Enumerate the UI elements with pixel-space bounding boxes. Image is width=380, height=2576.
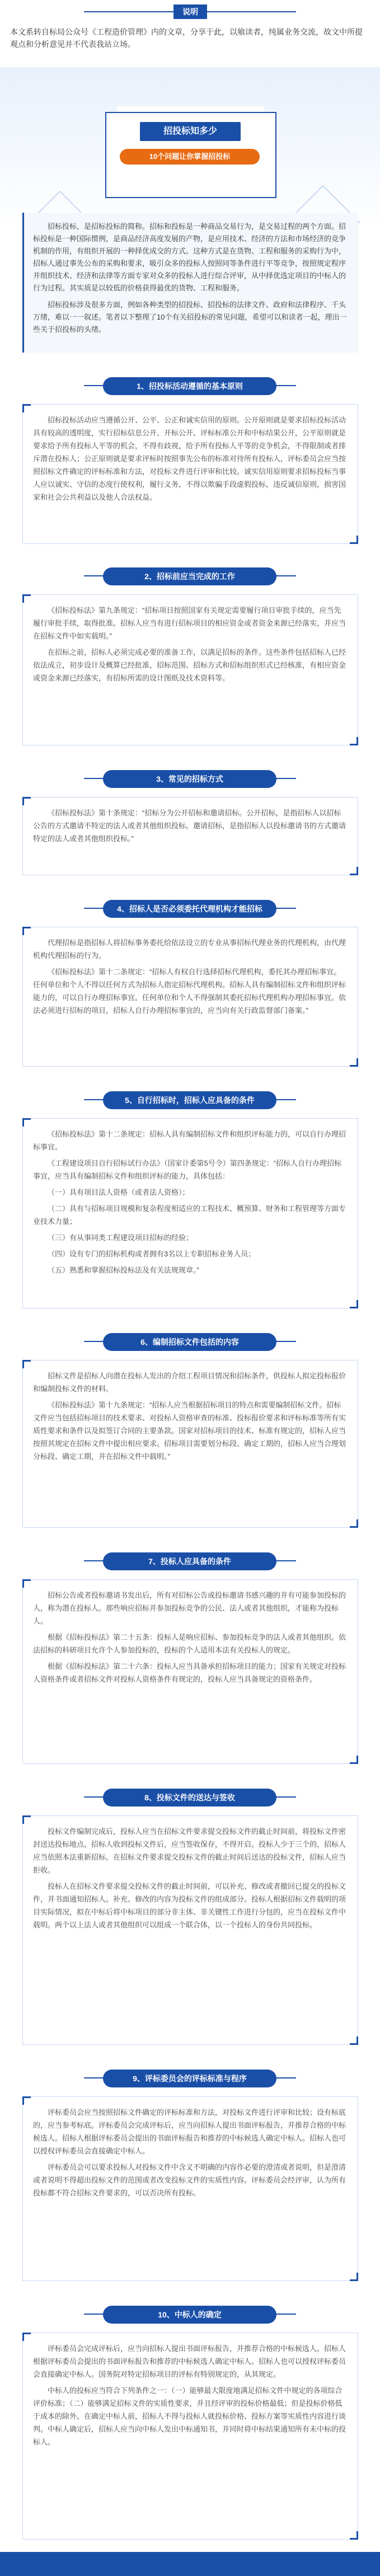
section-paragraph: 中标人的投标应当符合下列条件之一：（一）能够最大限度地满足招标文件中规定的各项综合评价标准；（二）能够满足招标文件的实质性要求，并且经评审的投标价格最低；但是投标价格低于成本的除外。在确定中标人前，招标人不得与投标人就投标价格、投标方案等实质性内容进行谈判。中标人确定后，招标人应当向中标人发出中标通知书，并同时将中标结果通知所有未中标的投标人。 [33,2386,346,2446]
section-paragraph: 《招标投标法》第十二条规定：招标人具有编制招标文件和组织评标能力的，可以自行办理招标事宜。 [33,1130,346,1151]
section-paragraph: （二）具有与招标项目规模和复杂程度相适应的工程技术、概预算、财务和工程管理等方面专业技术力量； [33,1204,346,1226]
section-paragraph: 投标人在招标文件要求提交投标文件的截止时间前，可以补充、修改或者撤回已提交的投标文件，并书面通知招标人。补充、修改的内容为投标文件的组成部分。投标人根据招标文件载明的项目实际情况，拟在中标后将中标项目的部分非主体、非关键性工作进行分包的，应当在投标文件中载明。两个以上法人或者其他组织可以组成一个联合体，以一个投标人的身份共同投标。 [33,1882,346,1929]
section-body-9 [22,2096,358,2281]
section-title: 9、评标委员会的评标标准与程序 [103,2070,276,2087]
section-paragraph: （四）设有专门的招标机构或者拥有3名以上专职招标业务人员； [48,1250,256,1258]
section-paragraph: 《招标投标法》第十条规定：“招标分为公开招标和邀请招标。公开招标，是指招标人以招标公告的方式邀请不特定的法人或者其他组织投标。邀请招标，是指招标人以投标邀请书的方式邀请特定的法人或者其他组织投标。” [33,809,346,843]
section-body-3 [22,797,358,875]
section-paragraph: 招标投标活动应当遵循公开、公平、公正和诚实信用的原则。公开原则就是要求招标投标活动具有较高的透明度，实行招标信息公开、开标公开、评标标准公开和中标结果公开，公平原则就是要求给予所有投标人平等的机会，不得有歧视，给予所有投标人平等的竞争机会，不得限制或者排斥潜在投标人；公正原则就是要求评标时按照事先公布的标准对待所有投标人，评标委员会应当按照招标文件确定的评标标准和方法，对投标文件进行评审和比较。诚实信用原则要求招标投标当事人应以诚实、守信的态度行使权利，履行义务，不得以欺骗手段虚假投标，违反诚信原则，损害国家和社会公共利益以及他人合法权益。 [33,416,346,501]
section-paragraph: 《招标投标法》第九条规定：“招标项目按照国家有关规定需要履行项目审批手续的，应当先履行审批手续，取得批准。招标人应当有进行招标项目的相应资金或者资金来源已经落实，并应当在招标文件中如实载明。” [33,606,346,640]
section-header-4 [0,898,380,920]
section-title: 4、招标人是否必须委托代理机构才能招标 [103,900,276,918]
section-paragraph: 《招标投标法》第十九条规定：“招标人应当根据招标项目的特点和需要编制招标文件。招标文件应当包括招标项目的技术要求、对投标人资格审查的标准、投标报价要求和评标标准等所有实质性要求和条件以及拟签订合同的主要条款。国家对招标项目的技术、标准有规定的，招标人应当按照其规定在招标文件中提出相应要求。招标项目需要划分标段、确定工期的，招标人应当合理划分标段、确定工期，并在招标文件中载明。” [33,1401,346,1461]
footer-bar [0,2552,380,2576]
hero-subtitle: 10个问题让你掌握招投标 [120,149,260,165]
section-header-3 [0,768,380,790]
section-paragraph: （五）熟悉和掌握招标投标法及有关法规规章。” [48,1266,199,1274]
section-header-2 [0,565,380,588]
section-body-7 [22,1579,358,1764]
section-paragraph: 根据《招标投标法》第二十六条：投标人应当具备承担招标项目的能力；国家有关规定对投标人资格条件或者招标文件对投标人资格条件有规定的，投标人应当具备规定的资格条件。 [33,1662,346,1683]
intro-block [22,213,358,353]
section-paragraph: 根据《招标投标法》第二十五条：投标人是响应招标、参加投标竞争的法人或者其他组织。依法招标的科研项目允许个人参加投标的，投标的个人适用本法有关投标人的规定。 [33,1633,346,1654]
section-title: 5、自行招标时，招标人应具备的条件 [103,1091,276,1109]
section-body-1 [22,404,358,544]
section-title: 1、招投标活动遵循的基本原则 [103,377,276,395]
notice-header [0,0,380,24]
section-paragraph: 在招标之前，招标人必须完成必要的准备工作，以满足招标的条件。这些条件包括招标人已经依法成立，初步设计及概算已经批准，招标范围、招标方式和招标组织形式已经核准，有相应资金或资金来源已经落实，有招标所需的设计图纸及技术资料等。 [33,648,346,682]
section-paragraph: 代理招标是指招标人将招标事务委托给依法设立的专业从事招标代理业务的代理机构，由代理机构代理招标的行为。 [33,939,346,960]
section-header-9 [0,2067,380,2090]
section-title: 6、编制招标文件包括的内容 [103,1333,276,1351]
section-header-6 [0,1331,380,1353]
section-title: 10、中标人的确定 [103,2306,276,2324]
section-paragraph: 投标文件编制完成后，投标人应当在招标文件要求提交投标文件的截止时间前，将投标文件密封送达投标地点。招标人收到投标文件后，应当签收保存，不得开启。投标人少于三个的，招标人应当依照本法重新招标。在招标文件要求提交投标文件的截止时间后送达的投标文件，招标人应当拒收。 [33,1827,346,1874]
section-title: 7、投标人应具备的条件 [103,1552,276,1570]
section-header-1 [0,375,380,397]
section-paragraph: 《招标投标法》第十二条规定：“招标人有权自行选择招标代理机构，委托其办理招标事宜。任何单位和个人不得以任何方式为招标人指定招标代理机构。招标人具有编制招标文件和组织评标能力的，可以自行办理招标事宜。任何单位和个人不得强制其委托招标代理机构办理招标事宜。依法必须进行招标的项目，招标人自行办理招标事宜的，应当向有关行政监督部门备案。” [33,968,346,1015]
notice-badge: 说明 [173,4,207,19]
section-paragraph: （三）有从事同类工程建设项目招标的经验； [48,1233,194,1242]
section-paragraph: 评标委员会可以要求投标人对投标文件中含义不明确的内容作必要的澄清或者说明，但是澄清或者说明不得超出投标文件的范围或者改变投标文件的实质性内容。评标委员会经评审，认为所有投标都不符合招标文件要求的，可以否决所有投标。 [33,2163,346,2197]
intro-paragraph: 招标投标涉及很多方面，例如各种类型的招投标、招投标的法律文件、政府和法律程序、千头万绪，难以一一叙述。笔者以下整理了10个有关招投标的常见问题，希望可以和读者一起，理出一些关于招投标的头绪。 [33,301,347,334]
intro-paragraph: 招标投标，是招标投标的简称。招标和投标是一种商品交易行为，是交易过程的两个方面。招标投标是一种国际惯例，是商品经济高度发展的产物，是应用技术、经济的方法和市场经济的竞争机制的作用，有组织开展的一种择优成交的方式。这种方式是在货物、工程和服务的采购行为中，招标人通过事先公布的采购和要求，吸引众多的投标人按照同等条件进行平等竞争，按照规定程序并组织技术、经济和法律等方面专家对众多的投标人进行综合评审，从中择优选定项目的中标人的行为过程。其实质是以较低的价格获得最优的货物、工程和服务。 [33,222,346,292]
section-title: 8、投标文件的送达与签收 [103,1789,276,1807]
hero-title: 招投标知多少 [140,122,241,141]
section-body-10 [22,2333,358,2540]
section-body-4 [22,927,358,1067]
section-header-5 [0,1089,380,1111]
section-body-5 [22,1118,358,1308]
section-paragraph: 《工程建设项目自行招标试行办法》（国家计委第5号令）第四条规定：“招标人自行办理招标事宜，应当具有编制招标文件和组织评标的能力，具体包括： [33,1159,342,1180]
section-paragraph: 评标委员会完成评标后，应当向招标人提出书面评标报告，并推荐合格的中标候选人。招标人根据评标委员会提出的书面评标报告和推荐的中标候选人确定中标人。招标人也可以授权评标委员会直接确定中标人。国务院对特定招标项目的评标有特别规定的，从其规定。 [33,2344,346,2378]
section-paragraph: （一）具有项目法人资格（或者法人资格）； [48,1188,190,1196]
section-paragraph: 招标文件是招标人向潜在投标人发出的介绍工程项目情况和招标条件，供投标人拟定投标报价和编制投标文件的材料。 [33,1372,346,1393]
section-body-2 [22,594,358,745]
notice-text: 本文系转自标局公众号《工程造价管理》内的文章，分享于此，以飨读者，纯属业务交流，故文中所提观点和分析意见并不代表我站立场。 [10,27,363,49]
section-body-6 [22,1360,358,1528]
section-body-8 [22,1815,358,2045]
section-title: 2、招标前应当完成的工作 [103,567,276,585]
section-header-8 [0,1786,380,1809]
section-header-10 [0,2303,380,2326]
section-header-7 [0,1550,380,1573]
section-title: 3、常见的招标方式 [103,770,276,788]
section-paragraph: 招标公告或者投标邀请书发出后，所有对招标公告或投标邀请书感兴趣的并有可能参加投标的人，称为潜在投标人。那些响应招标并参加投标竞争的公民、法人或者其他组织，才能称为投标人。 [33,1591,346,1625]
section-paragraph: 评标委员会应当按照招标文件确定的评标标准和方法，对投标文件进行评审和比较；设有标底的，应当参考标底。评标委员会完成评标后，应当向招标人提出书面评标报告，并推荐合格的中标候选人。招标人根据评标委员会提出的书面评标报告和推荐的中标候选人确定中标人。招标人也可以授权评标委员会直接确定中标人。 [33,2108,346,2155]
